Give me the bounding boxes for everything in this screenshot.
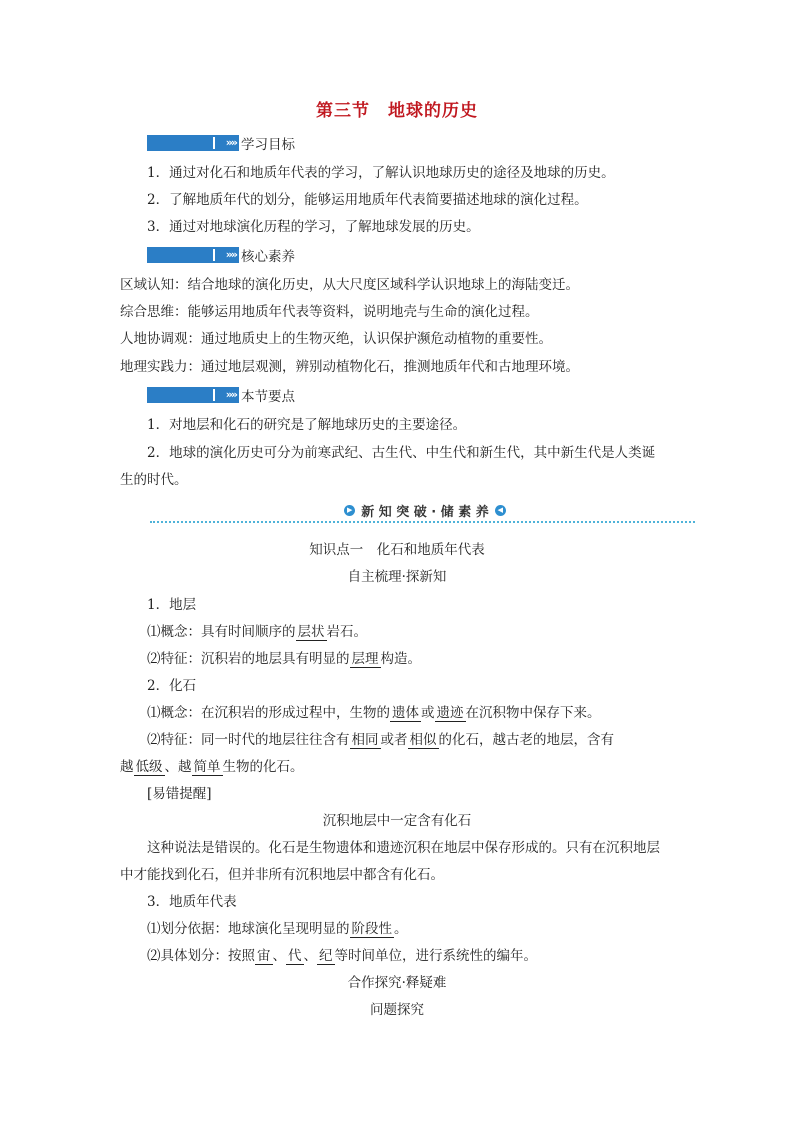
section-heading: 学习目标 (241, 137, 295, 153)
fill-line: 越 低级 、越 简单 生物的化石。 (120, 759, 304, 775)
play-left-icon: ◀ (495, 505, 506, 516)
goal-item: 2．了解地质年代的划分，能够运用地质年代表简要描述地球的演化过程。 (147, 192, 588, 208)
fill-line: ⑴概念：在沉积岩的形成过程中，生物的 遗体 或 遗迹 在沉积物中保存下来。 (147, 705, 601, 721)
banner-label (336, 500, 514, 520)
answer-blank: 相同 (351, 732, 379, 748)
section-heading: 核心素养 (241, 249, 295, 265)
section-bar-icon: »» (147, 387, 239, 403)
goal-item: 3．通过对地球演化历程的学习，了解地球发展的历史。 (147, 219, 480, 235)
item-heading: 2．化石 (147, 678, 197, 694)
answer-blank: 纪 (319, 948, 333, 964)
goal-item: 1．通过对化石和地质年代表的学习，了解认识地球历史的途径及地球的历史。 (147, 165, 615, 181)
answer-blank: 代 (288, 948, 302, 964)
literacy-item: 区域认知：结合地球的演化历史，从大尺度区域科学认识地球上的海陆变迁。 (120, 277, 579, 293)
fill-line: ⑴划分依据：地球演化呈现明显的 阶段性 。 (147, 921, 408, 937)
literacy-item: 人地协调观：通过地质史上的生物灭绝，认识保护濒危动植物的重要性。 (120, 331, 552, 347)
keypoint-item: 1．对地层和化石的研究是了解地球历史的主要途径。 (147, 417, 467, 433)
answer-blank: 层理 (351, 651, 379, 667)
answer-blank: 阶段性 (351, 921, 392, 937)
tip-title: 沉积地层中一定含有化石 (322, 813, 472, 829)
subheading-self-study: 自主梳理·探新知 (347, 569, 447, 585)
literacy-item: 地理实践力：通过地层观测，辨别动植物化石，推测地质年代和古地理环境。 (120, 359, 579, 375)
knowledge-point-title: 知识点一 化石和地质年代表 (309, 542, 485, 558)
subheading-cooperative: 合作探究·释疑难 (347, 975, 447, 991)
section-header-literacy (147, 246, 295, 264)
answer-blank: 遗迹 (436, 705, 464, 721)
answer-blank: 相似 (409, 732, 437, 748)
item-heading: 1．地层 (147, 597, 197, 613)
answer-blank: 宙 (257, 948, 271, 964)
fill-line: ⑵特征：同一时代的地层往往含有 相同 或者 相似 的化石，越古老的地层，含有 (147, 732, 614, 748)
section-heading: 本节要点 (241, 389, 295, 405)
dotted-divider (150, 521, 695, 523)
section-bar-icon: »» (147, 247, 239, 263)
section-bar-icon: »» (147, 135, 239, 151)
page-title: 第三节 地球的历史 (316, 101, 478, 121)
tip-text: 这种说法是错误的。化石是生物遗体和遗迹沉积在地层中保存形成的。只有在沉积地层 (147, 840, 660, 856)
fill-line: ⑵特征：沉积岩的地层具有明显的 层理 构造。 (147, 651, 421, 667)
fill-line: ⑵具体划分：按照 宙 、 代 、 纪 等时间单位，进行系统性的编年。 (147, 948, 537, 964)
section-header-keypoints (147, 386, 295, 404)
answer-blank: 遗体 (392, 705, 419, 721)
tip-heading: [易错提醒] (147, 786, 212, 802)
literacy-item: 综合思维：能够运用地质年代表等资料，说明地壳与生命的演化过程。 (120, 304, 539, 320)
item-heading: 3．地质年代表 (147, 894, 237, 910)
tip-text: 中才能找到化石，但并非所有沉积地层中都含有化石。 (120, 867, 444, 883)
section-banner (150, 500, 695, 524)
answer-blank: 低级 (135, 759, 163, 775)
keypoint-item: 生的时代。 (120, 472, 188, 488)
answer-blank: 简单 (193, 759, 221, 775)
keypoint-item: 2．地球的演化历史可分为前寒武纪、古生代、中生代和新生代，其中新生代是人类诞 (147, 445, 656, 461)
banner-text: 新 知 突 破 · 储 素 养 (361, 504, 489, 520)
fill-line: ⑴概念：具有时间顺序的 层状 岩石。 (147, 624, 367, 640)
subheading-inquiry: 问题探究 (370, 1002, 424, 1018)
section-header-goals (147, 134, 295, 152)
answer-blank: 层状 (297, 624, 325, 640)
play-right-icon: ▶ (344, 505, 355, 516)
